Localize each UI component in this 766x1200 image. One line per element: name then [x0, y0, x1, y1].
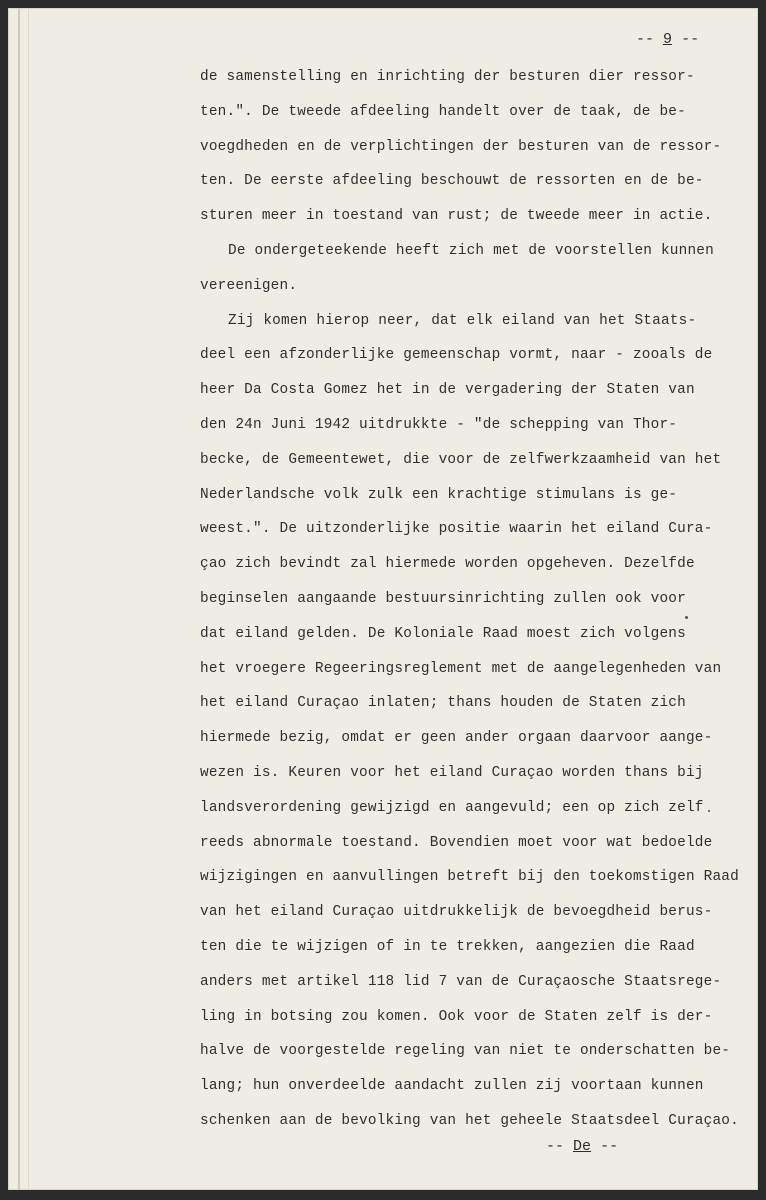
text-line: De ondergeteekende heeft zich met de voorstellen kunnen: [228, 242, 714, 259]
text-line: beginselen aangaande bestuursinrichting zullen ook voor: [200, 590, 686, 607]
text-line: het eiland Curaçao inlaten; thans houden de Staten zich: [200, 695, 686, 712]
text-line: van het eiland Curaçao uitdrukkelijk de bevoegdheid berus-: [200, 904, 713, 921]
text-line: ten.". De tweede afdeeling handelt over de taak, de be-: [200, 103, 686, 120]
text-line: lang; hun onverdeelde aandacht zullen zij voortaan kunnen: [200, 1078, 704, 1095]
text-line: schenken aan de bevolking van het geheele Staatsdeel Curaçao.: [200, 1112, 739, 1129]
paper-speck: [708, 810, 710, 812]
text-line: de samenstelling en inrichting der besturen dier ressor-: [200, 69, 695, 85]
text-line: sturen meer in toestand van rust; de tweede meer in actie.: [200, 208, 713, 225]
text-line: voegdheden en de verplichtingen der besturen van de ressor-: [200, 138, 722, 155]
text-line: deel een afzonderlijke gemeenschap vormt, naar - zooals de: [200, 347, 713, 364]
catchword-dash-left: --: [546, 1138, 565, 1155]
page-number-value: 9: [663, 31, 673, 48]
text-line: weest.". De uitzonderlijke positie waarin het eiland Cura-: [200, 521, 713, 538]
text-line: wijzigingen en aanvullingen betreft bij den toekomstigen Raad: [200, 869, 739, 886]
text-line: reeds abnormale toestand. Bovendien moet voor wat bedoelde: [200, 834, 713, 851]
text-line: çao zich bevindt zal hiermede worden opgeheven. Dezelfde: [200, 556, 695, 573]
binding-edge: [18, 8, 20, 1190]
text-line: hiermede bezig, omdat er geen ander orgaan daarvoor aange-: [200, 730, 713, 747]
text-line: vereenigen.: [200, 277, 298, 294]
text-line: dat eiland gelden. De Koloniale Raad moest zich volgens: [200, 625, 686, 642]
text-line: het vroegere Regeeringsreglement met de aangelegenheden van: [200, 660, 722, 677]
text-line: landsverordening gewijzigd en aangevuld; een op zich zelf: [200, 799, 704, 816]
catchword: [546, 1138, 618, 1155]
text-line: halve de voorgestelde regeling van niet te onderschatten be-: [200, 1043, 731, 1060]
text-line: becke, de Gemeentewet, die voor de zelfwerkzaamheid van het: [200, 451, 722, 468]
body-text: [200, 66, 739, 1145]
text-line: anders met artikel 118 lid 7 van de Curaçaosche Staatsrege-: [200, 973, 722, 990]
text-line: den 24n Juni 1942 uitdrukkte - "de schepping van Thor-: [200, 416, 678, 433]
text-line: ten. De eerste afdeeling beschouwt de ressorten en de be-: [200, 173, 704, 190]
text-line: wezen is. Keuren voor het eiland Curaçao worden thans bij: [200, 764, 704, 781]
page-number-dash-right: --: [681, 31, 700, 48]
text-line: ten die te wijzigen of in te trekken, aangezien die Raad: [200, 938, 695, 955]
page-number: [636, 31, 699, 48]
text-line: Zij komen hierop neer, dat elk eiland van het Staats-: [228, 312, 697, 329]
catchword-text: De: [573, 1138, 592, 1155]
paper-speck: [685, 616, 688, 619]
page-number-dash-left: --: [636, 31, 655, 48]
text-line: heer Da Costa Gomez het in de vergadering der Staten van: [200, 382, 695, 399]
text-line: Nederlandsche volk zulk een krachtige stimulans is ge-: [200, 486, 678, 503]
binding-edge-inner: [28, 8, 29, 1190]
catchword-dash-right: --: [600, 1138, 619, 1155]
document-page: [8, 8, 758, 1190]
text-line: ling in botsing zou komen. Ook voor de Staten zelf is der-: [200, 1008, 713, 1025]
